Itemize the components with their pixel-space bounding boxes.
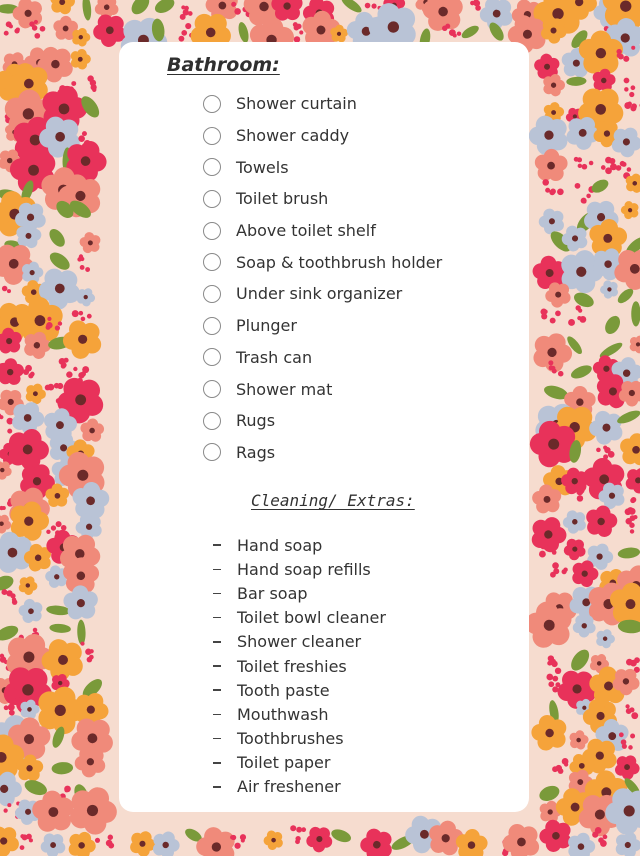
- leaf-shape: [566, 76, 587, 86]
- berry-dot: [294, 25, 300, 31]
- checklist-item[interactable]: [203, 437, 442, 469]
- berry-dot: [108, 835, 113, 840]
- berry-dot: [575, 183, 581, 189]
- flower-shape: [567, 728, 590, 751]
- berry-dot: [8, 704, 15, 711]
- berry-dot: [85, 267, 90, 272]
- berry-dot: [630, 529, 634, 533]
- berry-dot: [4, 31, 9, 36]
- flower-shape: [621, 463, 640, 497]
- checklist-item-label: Trash can: [236, 347, 313, 367]
- berry-dot: [630, 105, 636, 111]
- berry-dot: [552, 550, 557, 555]
- berry-dot: [539, 551, 546, 558]
- berry-dot: [564, 762, 568, 766]
- berry-dot: [574, 157, 579, 162]
- list-item-label: Hand soap: [237, 535, 323, 555]
- berry-dot: [457, 32, 461, 36]
- checklist-item[interactable]: [203, 151, 442, 183]
- berry-dot: [630, 734, 635, 739]
- berry-dot: [6, 21, 12, 27]
- berry-dot: [616, 165, 622, 171]
- berry-dot: [64, 358, 69, 363]
- leaf-shape: [617, 546, 640, 559]
- berry-dot: [624, 78, 628, 82]
- checkbox-circle[interactable]: [203, 253, 221, 271]
- list-item-label: Mouthwash: [237, 704, 329, 724]
- list-item-label: Toilet freshies: [237, 656, 347, 676]
- berry-dot: [91, 81, 95, 85]
- list-item-label: Toilet bowl cleaner: [237, 608, 386, 628]
- list-item: [213, 678, 386, 702]
- dash-bullet: [213, 593, 221, 595]
- berry-dot: [631, 497, 636, 502]
- dash-bullet: [213, 762, 221, 764]
- berry-dot: [7, 289, 11, 293]
- checklist-item-label: Rags: [236, 442, 276, 462]
- berry-dot: [577, 316, 581, 320]
- flower-shape: [149, 827, 184, 856]
- checklist-item[interactable]: [203, 246, 442, 278]
- berry-dot: [365, 3, 371, 9]
- bathroom-checklist: [203, 88, 442, 468]
- checkbox-circle[interactable]: [203, 95, 221, 113]
- berry-dot: [600, 840, 607, 847]
- berry-dot: [578, 308, 582, 312]
- berry-dot: [40, 26, 46, 32]
- berry-dot: [553, 568, 559, 574]
- checklist-item[interactable]: [203, 373, 442, 405]
- flower-shape: [618, 432, 640, 467]
- berry-dot: [551, 661, 557, 667]
- flower-shape: [627, 333, 640, 356]
- berry-dot: [20, 845, 25, 850]
- berry-dot: [55, 325, 60, 330]
- berry-dot: [543, 309, 548, 314]
- checklist-item[interactable]: [203, 215, 442, 247]
- berry-dot: [9, 710, 15, 716]
- berry-dot: [2, 286, 8, 292]
- list-item-label: Bar soap: [237, 583, 308, 603]
- berry-dot: [46, 325, 51, 330]
- checklist-item[interactable]: [203, 405, 442, 437]
- flower-shape: [355, 822, 399, 856]
- list-item: [213, 751, 386, 775]
- berry-dot: [51, 525, 56, 530]
- berry-dot: [4, 705, 9, 710]
- berry-dot: [180, 14, 186, 20]
- dash-bullet: [213, 544, 221, 546]
- berry-dot: [85, 649, 91, 655]
- berry-dot: [23, 369, 29, 375]
- checklist-item-label: Towels: [236, 157, 289, 177]
- berry-dot: [296, 827, 302, 833]
- checkbox-circle[interactable]: [203, 285, 221, 303]
- checkbox-circle[interactable]: [203, 127, 221, 145]
- checklist-item[interactable]: [203, 120, 442, 152]
- berry-dot: [185, 23, 191, 29]
- berry-dot: [475, 5, 481, 11]
- berry-dot: [582, 164, 588, 170]
- berry-dot: [550, 318, 556, 324]
- berry-dot: [628, 745, 633, 750]
- dash-bullet: [213, 689, 221, 691]
- berry-dot: [589, 161, 594, 166]
- checklist-item-label: Soap & toothbrush holder: [236, 252, 443, 272]
- berry-dot: [45, 385, 51, 391]
- dash-bullet: [213, 738, 221, 740]
- berry-dot: [72, 310, 79, 317]
- berry-dot: [629, 508, 636, 515]
- dash-bullet: [213, 714, 221, 716]
- checklist-item-label: Shower curtain: [236, 94, 357, 114]
- berry-dot: [71, 81, 76, 86]
- berry-dot: [548, 655, 554, 661]
- list-item: [213, 702, 386, 726]
- berry-dot: [34, 33, 40, 39]
- berry-dot: [47, 317, 51, 321]
- flower-shape: [302, 821, 338, 856]
- berry-dot: [61, 525, 67, 531]
- berry-dot: [545, 188, 550, 193]
- flower-shape: [60, 580, 104, 625]
- berry-dot: [624, 102, 631, 109]
- berry-dot: [234, 8, 241, 15]
- berry-dot: [546, 674, 553, 681]
- leaf-shape: [49, 623, 71, 634]
- berry-dot: [625, 704, 629, 708]
- checklist-item-label: Above toilet shelf: [236, 221, 376, 241]
- berry-dot: [631, 85, 636, 90]
- berry-dot: [577, 495, 583, 501]
- berry-dot: [80, 257, 84, 261]
- dash-bullet: [213, 641, 221, 643]
- berry-dot: [46, 530, 50, 534]
- berry-dot: [568, 487, 573, 492]
- list-item: [213, 533, 386, 557]
- berry-dot: [555, 311, 561, 317]
- berry-dot: [56, 521, 62, 527]
- leaf-shape: [51, 761, 73, 775]
- berry-dot: [552, 686, 558, 692]
- berry-dot: [604, 447, 610, 453]
- berry-dot: [548, 360, 553, 365]
- berry-dot: [442, 26, 447, 31]
- berry-dot: [603, 834, 608, 839]
- berry-dot: [234, 843, 240, 849]
- checklist-item-label: Shower caddy: [236, 126, 350, 146]
- leaf-shape: [339, 0, 363, 15]
- berry-dot: [299, 30, 303, 34]
- berry-dot: [624, 87, 628, 91]
- checklist-card: [119, 42, 529, 812]
- berry-dot: [629, 707, 634, 712]
- berry-dot: [95, 838, 100, 843]
- checkbox-circle[interactable]: [203, 443, 221, 461]
- flower-shape: [36, 827, 70, 856]
- berry-dot: [14, 28, 19, 33]
- list-item-label: Tooth paste: [237, 680, 330, 700]
- leaf-shape: [460, 23, 481, 40]
- berry-dot: [89, 655, 94, 660]
- leaf-shape: [537, 783, 562, 804]
- berry-dot: [7, 803, 11, 807]
- berry-dot: [623, 56, 629, 62]
- berry-dot: [295, 839, 300, 844]
- checklist-item[interactable]: [203, 183, 442, 215]
- berry-dot: [629, 92, 634, 97]
- flower-shape: [0, 357, 25, 385]
- flower-shape: [15, 573, 40, 598]
- checklist-item-label: Toilet brush: [236, 189, 329, 209]
- dash-bullet: [213, 617, 221, 619]
- list-item-label: Toothbrushes: [237, 729, 344, 749]
- berry-dot: [64, 786, 71, 793]
- berry-dot: [592, 832, 598, 838]
- list-item: [213, 654, 386, 678]
- flower-shape: [15, 595, 47, 628]
- berry-dot: [552, 562, 559, 569]
- berry-dot: [7, 429, 12, 434]
- flower-shape: [48, 0, 77, 16]
- checklist-item-label: Plunger: [236, 316, 297, 336]
- berry-dot: [3, 808, 7, 812]
- flower-shape: [534, 148, 568, 182]
- berry-dot: [578, 164, 582, 168]
- leaf-shape: [631, 301, 640, 326]
- berry-dot: [81, 371, 86, 376]
- list-item-label: Air freshener: [237, 777, 341, 797]
- berry-dot: [58, 321, 62, 325]
- berry-dot: [2, 506, 6, 510]
- leaf-shape: [77, 620, 86, 646]
- berry-dot: [605, 167, 612, 174]
- checkbox-circle[interactable]: [203, 380, 221, 398]
- berry-dot: [92, 88, 96, 92]
- berry-dot: [449, 29, 456, 36]
- berry-dot: [80, 265, 85, 270]
- berry-dot: [558, 371, 564, 377]
- list-item-label: Toilet paper: [237, 753, 331, 773]
- berry-dot: [231, 2, 236, 7]
- berry-dot: [550, 188, 556, 194]
- list-item: [213, 727, 386, 751]
- berry-dot: [627, 167, 632, 172]
- list-item: [213, 606, 386, 630]
- berry-dot: [6, 590, 12, 596]
- berry-dot: [181, 5, 185, 9]
- checklist-item[interactable]: [203, 278, 442, 310]
- berry-dot: [558, 768, 564, 774]
- checkbox-circle[interactable]: [203, 412, 221, 430]
- checklist-item[interactable]: [203, 310, 442, 342]
- berry-dot: [230, 835, 234, 839]
- berry-dot: [87, 314, 92, 319]
- list-item: [213, 775, 386, 799]
- berry-dot: [568, 319, 575, 326]
- berry-dot: [81, 642, 85, 646]
- berry-dot: [629, 523, 634, 528]
- berry-dot: [181, 30, 187, 36]
- checkbox-circle[interactable]: [203, 348, 221, 366]
- dash-bullet: [213, 786, 221, 788]
- flower-shape: [618, 198, 640, 223]
- berry-dot: [32, 25, 38, 31]
- leaf-shape: [153, 0, 177, 16]
- list-item-label: Hand soap refills: [237, 559, 371, 579]
- berry-dot: [73, 367, 77, 371]
- list-item: [213, 630, 386, 654]
- berry-dot: [29, 838, 33, 842]
- berry-dot: [81, 317, 86, 322]
- extras-heading: Cleaning/ Extras:: [251, 491, 415, 510]
- checklist-item-label: Rugs: [236, 411, 276, 431]
- berry-dot: [66, 371, 72, 377]
- berry-dot: [109, 843, 115, 849]
- checkbox-circle[interactable]: [203, 317, 221, 335]
- list-item: [213, 557, 386, 581]
- berry-dot: [542, 179, 549, 186]
- checklist-item[interactable]: [203, 88, 442, 120]
- berry-dot: [586, 194, 591, 199]
- dash-bullet: [213, 665, 221, 667]
- berry-dot: [372, 4, 377, 9]
- berry-dot: [605, 157, 612, 164]
- berry-dot: [601, 165, 606, 170]
- berry-dot: [555, 668, 561, 674]
- berry-dot: [581, 198, 587, 204]
- berry-dot: [12, 599, 17, 604]
- leaf-shape: [128, 0, 153, 18]
- berry-dot: [33, 628, 38, 633]
- berry-dot: [552, 676, 558, 682]
- berry-dot: [630, 515, 636, 521]
- berry-dot: [290, 825, 296, 831]
- leaf-shape: [81, 0, 92, 21]
- berry-dot: [30, 372, 35, 377]
- list-item-label: Shower cleaner: [237, 632, 362, 652]
- checklist-item-label: Shower mat: [236, 379, 333, 399]
- berry-dot: [1, 589, 7, 595]
- leaf-shape: [568, 646, 593, 673]
- berry-dot: [57, 383, 63, 389]
- checkbox-circle[interactable]: [203, 222, 221, 240]
- leaf-shape: [237, 21, 251, 44]
- berry-dot: [0, 415, 3, 419]
- checklist-item[interactable]: [203, 342, 442, 374]
- berry-dot: [552, 369, 557, 374]
- berry-dot: [619, 732, 624, 737]
- list-item: [213, 581, 386, 605]
- berry-dot: [79, 136, 83, 140]
- checklist-item-label: Under sink organizer: [236, 284, 403, 304]
- berry-dot: [34, 20, 38, 24]
- flower-shape: [260, 826, 287, 853]
- leaf-shape: [602, 313, 623, 336]
- leaf-shape: [330, 827, 353, 845]
- leaf-shape: [569, 363, 594, 381]
- extras-list: [213, 533, 386, 799]
- berry-dot: [563, 568, 567, 572]
- berry-dot: [631, 46, 635, 50]
- berry-dot: [547, 545, 551, 549]
- flower-shape: [593, 626, 618, 650]
- berry-dot: [552, 766, 558, 772]
- berry-dot: [579, 488, 584, 493]
- berry-dot: [622, 744, 627, 749]
- berry-dot: [548, 681, 554, 687]
- page-title: Bathroom:: [167, 54, 280, 76]
- berry-dot: [15, 697, 19, 701]
- berry-dot: [557, 188, 564, 195]
- berry-dot: [178, 36, 184, 42]
- berry-dot: [82, 131, 87, 136]
- berry-dot: [62, 363, 67, 368]
- berry-dot: [20, 834, 24, 838]
- checkbox-circle[interactable]: [203, 158, 221, 176]
- flower-shape: [583, 502, 621, 539]
- berry-dot: [240, 834, 246, 840]
- berry-dot: [596, 448, 601, 453]
- berry-dot: [630, 660, 637, 667]
- leaf-shape: [46, 226, 68, 249]
- dash-bullet: [213, 569, 221, 571]
- berry-dot: [620, 161, 625, 166]
- flower-shape: [22, 380, 49, 406]
- berry-dot: [87, 75, 93, 81]
- berry-dot: [631, 712, 638, 719]
- berry-dot: [617, 53, 621, 57]
- checkbox-circle[interactable]: [203, 190, 221, 208]
- flower-shape: [77, 228, 105, 256]
- berry-dot: [79, 311, 84, 316]
